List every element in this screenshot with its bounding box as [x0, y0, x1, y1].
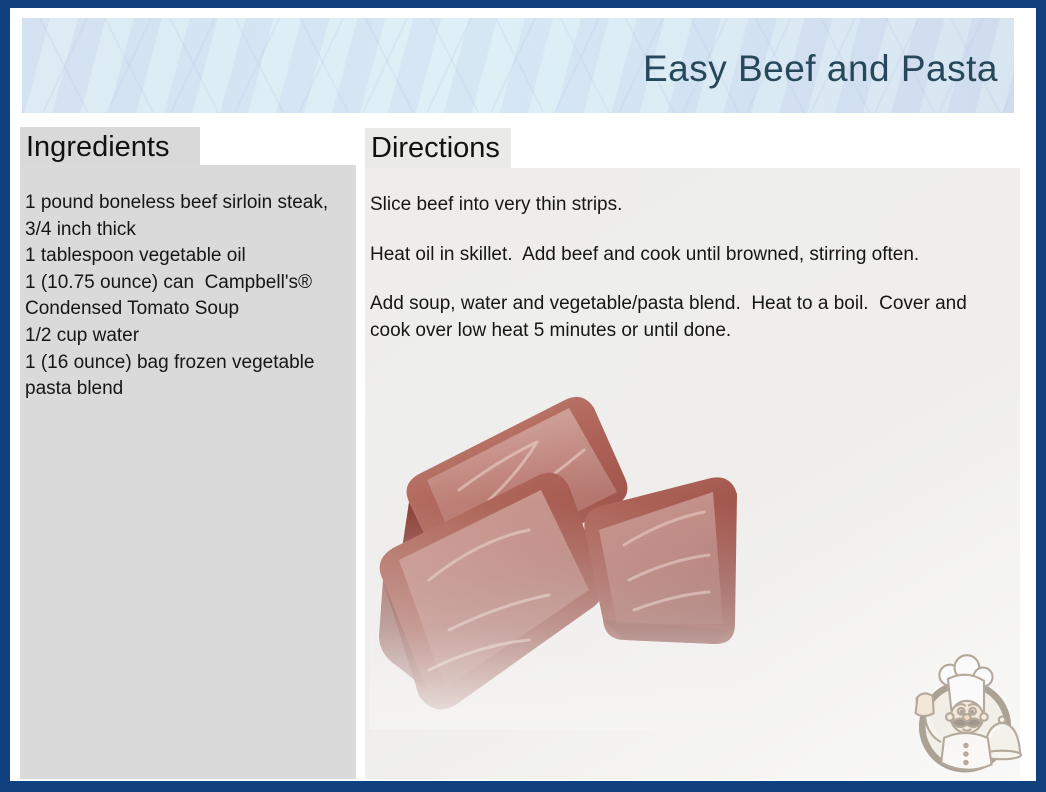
page-title: Easy Beef and Pasta — [642, 47, 998, 89]
ingredient-item: 1 tablespoon vegetable oil — [25, 245, 246, 267]
ingredients-heading-label: Ingredients — [26, 130, 170, 163]
ingredient-item: 1/2 cup water — [25, 324, 140, 346]
directions-heading-label: Directions — [371, 131, 500, 164]
ingredient-item: 1 pound boneless beef sirloin steak, 3/4 inch thick — [25, 192, 334, 240]
ingredients-section-header — [20, 127, 200, 167]
beef-cubes-photo — [369, 380, 747, 730]
chef-mascot-logo — [908, 653, 1022, 779]
recipe-card-content — [10, 8, 1036, 781]
direction-step: Heat oil in skillet. Add beef and cook until browned, stirring often. — [370, 243, 920, 265]
ingredients-panel — [20, 165, 356, 779]
direction-step: Slice beef into very thin strips. — [370, 194, 623, 215]
ingredient-item: 1 (10.75 ounce) can Campbell's® Condensed Tomato Soup — [25, 271, 318, 320]
header-banner — [22, 18, 1014, 113]
directions-section-header — [365, 128, 511, 168]
direction-step: Add soup, water and vegetable/pasta blend. Heat to a boil. Cover and cook over low heat 5 minutes or until done. — [370, 293, 973, 341]
ingredient-item: 1 (16 ounce) bag frozen vegetable pasta blend — [25, 351, 320, 400]
